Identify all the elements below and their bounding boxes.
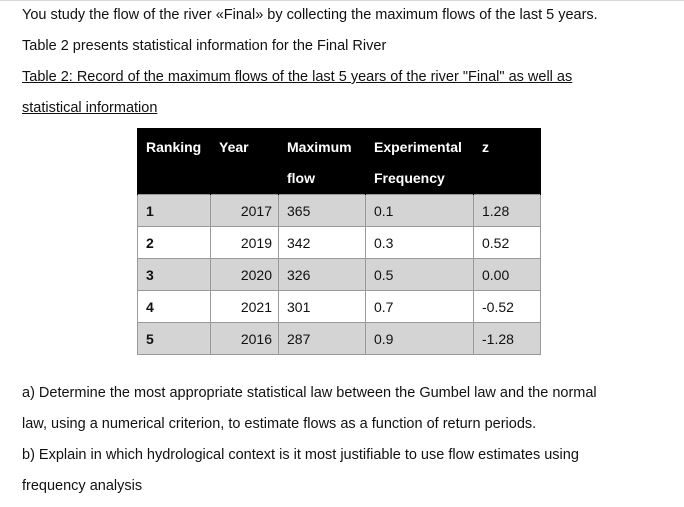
top-divider	[0, 0, 684, 1]
header-freq-line2: Frequency	[374, 170, 445, 186]
table-row	[138, 259, 541, 291]
header-flow-line1: Maximum	[287, 139, 352, 155]
question-b-line1: b) Explain in which hydrological context is it most justifiable to use flow estimates using	[22, 447, 579, 463]
cell-frequency: 0.5	[366, 259, 474, 291]
table-header-row	[138, 128, 541, 195]
cell-rank: 1	[138, 195, 211, 227]
cell-rank: 3	[138, 259, 211, 291]
cell-z: -1.28	[474, 323, 541, 355]
intro-text-line1: You study the flow of the river «Final» by collecting the maximum flows of the last 5 years.	[22, 7, 598, 23]
header-ranking: Ranking	[138, 128, 211, 195]
cell-z: 1.28	[474, 195, 541, 227]
question-b-line2: frequency analysis	[22, 478, 143, 494]
cell-frequency: 0.9	[366, 323, 474, 355]
table-caption-line1: Table 2: Record of the maximum flows of the last 5 years of the river "Final" as well as	[22, 69, 573, 85]
cell-rank: 5	[138, 323, 211, 355]
table-caption-line2: statistical information	[22, 100, 158, 116]
header-freq-line1: Experimental	[374, 139, 462, 155]
cell-year: 2020	[211, 259, 279, 291]
cell-z: 0.00	[474, 259, 541, 291]
header-z: z	[474, 128, 541, 195]
flow-statistics-table	[137, 128, 541, 355]
table-row	[138, 291, 541, 323]
cell-year: 2017	[211, 195, 279, 227]
cell-year: 2021	[211, 291, 279, 323]
intro-text-line2: Table 2 presents statistical information for the Final River	[22, 38, 387, 54]
header-flow-line2: flow	[287, 170, 315, 186]
table-row	[138, 195, 541, 227]
cell-z: 0.52	[474, 227, 541, 259]
cell-year: 2016	[211, 323, 279, 355]
cell-flow: 342	[279, 227, 366, 259]
cell-rank: 4	[138, 291, 211, 323]
cell-rank: 2	[138, 227, 211, 259]
cell-z: -0.52	[474, 291, 541, 323]
cell-frequency: 0.1	[366, 195, 474, 227]
cell-frequency: 0.7	[366, 291, 474, 323]
table-row	[138, 323, 541, 355]
cell-flow: 326	[279, 259, 366, 291]
cell-flow: 301	[279, 291, 366, 323]
cell-flow: 365	[279, 195, 366, 227]
header-experimental-frequency	[366, 128, 474, 195]
question-a-line1: a) Determine the most appropriate statistical law between the Gumbel law and the normal	[22, 385, 597, 401]
cell-flow: 287	[279, 323, 366, 355]
header-maximum-flow	[279, 128, 366, 195]
cell-frequency: 0.3	[366, 227, 474, 259]
question-a-line2: law, using a numerical criterion, to estimate flows as a function of return periods.	[22, 416, 537, 432]
header-year: Year	[211, 128, 279, 195]
table-row	[138, 227, 541, 259]
cell-year: 2019	[211, 227, 279, 259]
